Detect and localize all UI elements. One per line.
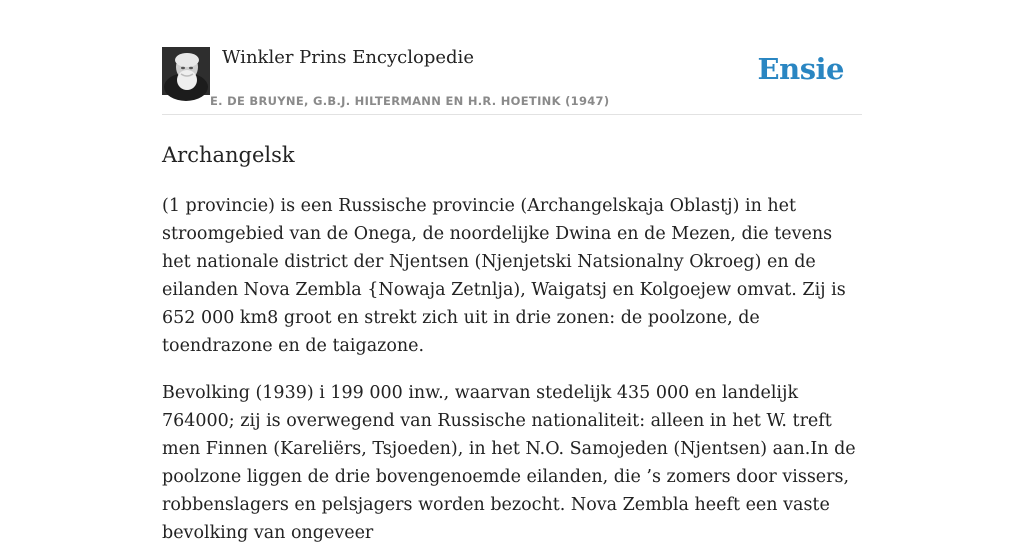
avatar-image bbox=[162, 47, 210, 95]
site-subtitle: E. DE BRUYNE, G.B.J. HILTERMANN EN H.R. HOETINK (1947) bbox=[210, 94, 610, 108]
article-paragraph: Bevolking (1939) i 199 000 inw., waarvan stedelijk 435 000 en landelijk 764000; zij is overwegend van Russische nationaliteit: alleen in het W. treft men Finnen (Kareliërs, Tsjoeden), in het N.O. Samojeden (Njentsen) aan.In de poolzone liggen de drie bovengenoemde eilanden, die ’s zomers door vissers, robbenslagers en pelsjagers worden bezocht. Nova Zembla heeft een vaste bevolking van ongeveer bbox=[162, 383, 856, 543]
site-title[interactable]: Winkler Prins Encyclopedie bbox=[222, 47, 474, 68]
article-paragraph: (1 provincie) is een Russische provincie (Archangelskaja Oblastj) in het stroomgebied van de Onega, de noordelijke Dwina en de Mezen, die tevens het nationale district der Njentsen (Njenjetski Natsionalny Okroeg) en de eilanden Nova Zembla {Nowaja Zetnlja), Waigatsj en Kolgoejew omvat. Zij is 652 000 km8 groot en strekt zich uit in drie zonen: de poolzone, de toendrazone en de taigazone. bbox=[162, 196, 846, 356]
site-header bbox=[162, 0, 862, 115]
brand-logo[interactable]: Ensie bbox=[757, 52, 844, 86]
author-portrait-icon[interactable] bbox=[162, 47, 210, 95]
page bbox=[162, 0, 862, 543]
article-title: Archangelsk bbox=[162, 143, 295, 167]
